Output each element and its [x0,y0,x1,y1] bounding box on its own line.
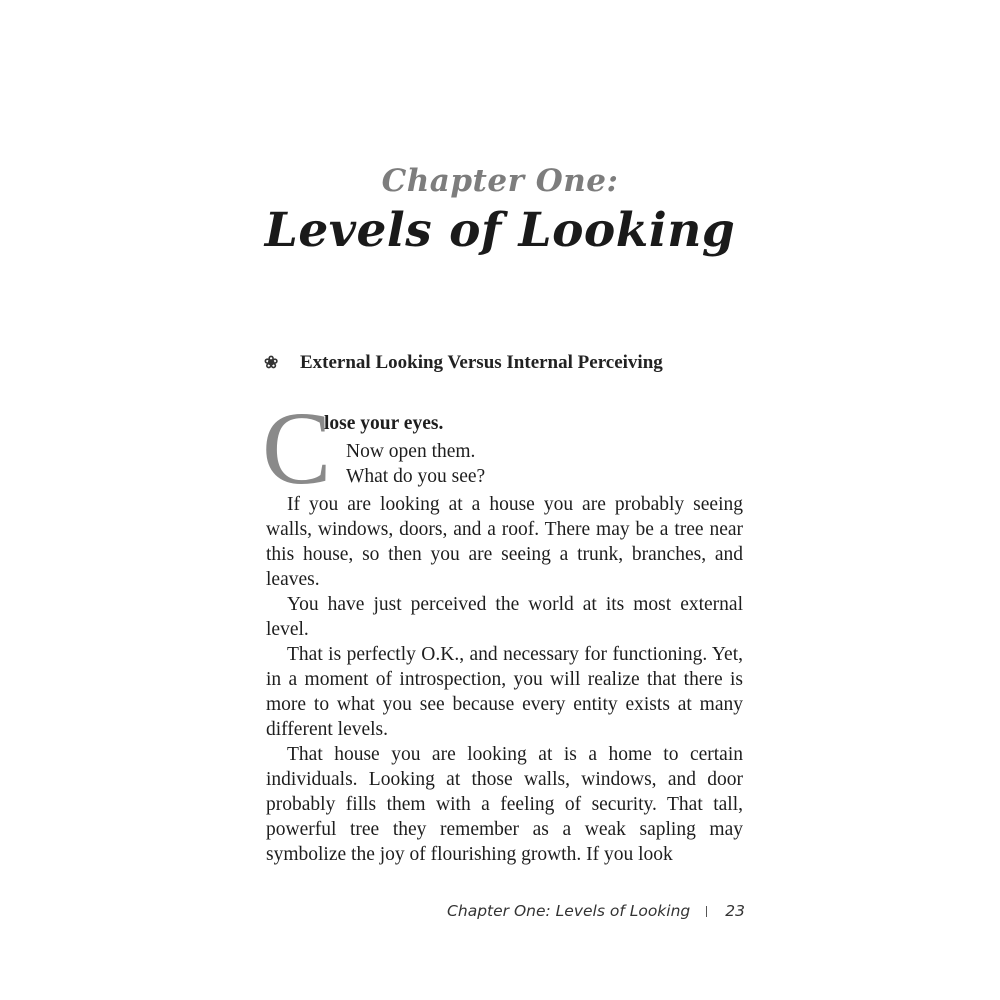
paragraph: That house you are looking at is a home to certain individuals. Looking at those walls, windows, and door probably fills them with a feeling of security. That tall, powerful tree they remember as a weak sapling may symbolize the joy of flourishing growth. If you look [266,744,743,865]
intro-line-1: lose your eyes. [324,413,444,434]
body-text [262,391,743,867]
chapter-title: Levels of Looking [264,203,736,258]
paragraph: If you are looking at a house you are probably seeing walls, windows, doors, and a roof. There may be a tree near this house, so then you are seeing a trunk, branches, and leaves. [266,494,743,590]
intro-block [262,391,743,506]
chapter-label: Chapter One: [381,163,619,199]
running-head: Chapter One: Levels of Looking [447,902,691,920]
intro-line-3: What do you see? [346,466,486,487]
flower-ornament-icon: ❀ [264,353,279,372]
intro-line-2: Now open them. [346,441,476,462]
section-heading [264,352,754,374]
paragraph: That is perfectly O.K., and necessary for functioning. Yet, in a moment of introspection, you will realize that there is more to what you see because every entity exists at many different levels. [266,644,743,740]
footer-divider [706,906,707,917]
page-footer [380,902,745,920]
paragraph: You have just perceived the world at its most external level. [266,594,743,640]
page-number: 23 [725,902,745,920]
section-heading-text: External Looking Versus Internal Perceiving [300,352,663,373]
drop-cap: C [262,391,332,506]
